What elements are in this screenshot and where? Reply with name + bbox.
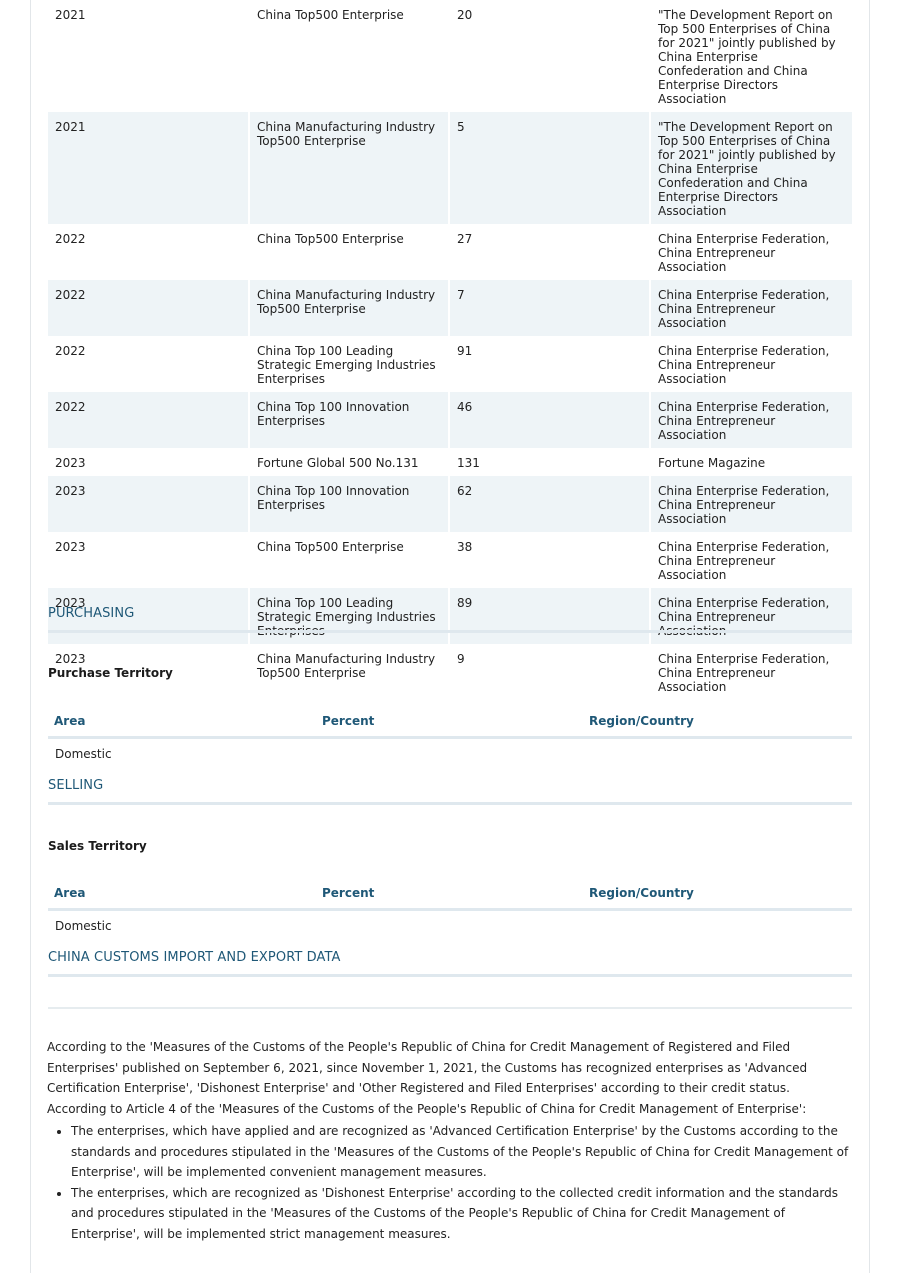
source-cell: Fortune Magazine: [658, 456, 766, 470]
rank-cell: 38: [449, 532, 650, 588]
rank-cell: 7: [449, 280, 650, 336]
customs-notes: [47, 1037, 855, 1244]
table-header: [48, 712, 852, 739]
table-row: [48, 392, 852, 448]
table-row: [48, 280, 852, 336]
year-cell: 2023: [48, 588, 249, 644]
source-cell: "The Development Report on Top 500 Enterprises of China for 2021" jointly published by China Enterprise Confederation and China Enterprise Directors Association: [658, 8, 836, 106]
divider: [48, 1007, 852, 1009]
source-cell: China Enterprise Federation, China Entrepreneur Association: [658, 232, 830, 274]
year-cell: 2021: [48, 112, 249, 224]
year-cell: 2022: [48, 336, 249, 392]
customs-paragraph-1: According to the 'Measures of the Customs of the People's Republic of China for Credit Management of Registered and Filed Enterprises' published on September 6, 2021, since November 1, 2021, the Customs has recognized enterprises as 'Advanced Certification Enterprise', 'Dishonest Enterprise' and 'Other Registered and Filed Enterprises' according to their credit status.: [47, 1040, 808, 1095]
source-cell: China Enterprise Federation, China Entrepreneur Association: [650, 588, 852, 644]
table-row: [48, 224, 852, 280]
award-name-cell: China Top500 Enterprise: [249, 532, 449, 588]
award-name-cell: China Top 100 Leading Strategic Emerging Industries Enterprises: [249, 336, 449, 392]
source-cell: "The Development Report on Top 500 Enterprises of China for 2021" jointly published by China Enterprise Confederation and China Enterprise Directors Association: [650, 112, 852, 224]
purchase-territory-heading: Purchase Territory: [48, 666, 173, 680]
rankings-table-wrap: [48, 0, 852, 700]
award-name-cell: China Top500 Enterprise: [249, 224, 449, 280]
list-item: • The enterprises, which are recognized as 'Dishonest Enterprise' according to the collected credit information and the standards and procedures stipulated in the 'Measures of the Customs of the People's Republic of China for Credit Management of Enterprise', will be implemented strict management measures.: [71, 1183, 855, 1245]
award-name-cell: China Top 100 Innovation Enterprises: [249, 392, 449, 448]
region-column-header: Region/Country: [589, 714, 694, 728]
year-cell: 2023: [48, 476, 249, 532]
table-row: [48, 532, 852, 588]
table-row: [48, 476, 852, 532]
customs-paragraph-2: According to Article 4 of the 'Measures of the Customs of the People's Republic of China for Credit Management of Enterprise':: [47, 1101, 807, 1116]
source-cell: China Enterprise Federation, China Entrepreneur Association: [650, 392, 852, 448]
award-name-cell: China Manufacturing Industry Top500 Enterprise: [249, 112, 449, 224]
rank-cell: 9: [449, 644, 650, 700]
source-cell: China Enterprise Federation, China Entrepreneur Association: [658, 652, 830, 694]
year-cell: 2023: [48, 644, 249, 700]
area-cell: Domestic: [55, 919, 112, 933]
source-cell: China Enterprise Federation, China Entrepreneur Association: [658, 540, 830, 582]
rankings-table: [48, 0, 852, 700]
award-name-cell: China Top 100 Leading Strategic Emerging Industries Enterprises: [249, 588, 449, 644]
customs-bullet-list: [47, 1121, 855, 1244]
award-name-cell: Fortune Global 500 No.131: [249, 448, 449, 476]
award-name-cell: China Manufacturing Industry Top500 Enterprise: [249, 644, 449, 700]
sales-territory-table: [48, 884, 852, 937]
sales-territory-heading: Sales Territory: [48, 839, 147, 853]
purchasing-section-title: PURCHASING: [48, 606, 852, 633]
percent-column-header: Percent: [322, 886, 375, 900]
rank-cell: 91: [449, 336, 650, 392]
rank-cell: 89: [449, 588, 650, 644]
percent-cell: [316, 739, 583, 765]
region-cell: [583, 911, 852, 937]
region-cell: [583, 739, 852, 765]
year-cell: 2023: [48, 448, 249, 476]
year-cell: 2022: [48, 224, 249, 280]
rank-cell: 46: [449, 392, 650, 448]
source-cell: China Enterprise Federation, China Entrepreneur Association: [650, 476, 852, 532]
award-name-cell: China Manufacturing Industry Top500 Enterprise: [249, 280, 449, 336]
table-row: [48, 448, 852, 476]
table-row: [48, 336, 852, 392]
area-column-header: Area: [54, 714, 86, 728]
region-column-header: Region/Country: [589, 886, 694, 900]
table-row: [48, 0, 852, 112]
source-cell: China Enterprise Federation, China Entrepreneur Association: [650, 280, 852, 336]
rank-cell: 20: [449, 0, 650, 112]
year-cell: 2021: [48, 0, 249, 112]
rank-cell: 27: [449, 224, 650, 280]
table-row: [48, 739, 852, 765]
area-cell: Domestic: [55, 747, 112, 761]
purchase-territory-table: [48, 712, 852, 765]
rank-cell: 5: [449, 112, 650, 224]
percent-cell: [316, 911, 583, 937]
year-cell: 2023: [48, 532, 249, 588]
area-column-header: Area: [54, 886, 86, 900]
table-row: [48, 112, 852, 224]
table-row: [48, 911, 852, 937]
table-header: [48, 884, 852, 911]
rank-cell: 62: [449, 476, 650, 532]
year-cell: 2022: [48, 280, 249, 336]
list-item: • The enterprises, which have applied and are recognized as 'Advanced Certification Enterprise' by the Customs according to the standards and procedures stipulated in the 'Measures of the Customs of the People's Republic of China for Credit Management of Enterprise', will be implemented convenient management measures.: [71, 1121, 855, 1183]
customs-section-title: CHINA CUSTOMS IMPORT AND EXPORT DATA: [48, 950, 852, 977]
year-cell: 2022: [48, 392, 249, 448]
award-name-cell: China Top 100 Innovation Enterprises: [249, 476, 449, 532]
percent-column-header: Percent: [322, 714, 375, 728]
rank-cell: 131: [449, 448, 650, 476]
selling-section-title: SELLING: [48, 778, 852, 805]
source-cell: China Enterprise Federation, China Entrepreneur Association: [658, 344, 830, 386]
award-name-cell: China Top500 Enterprise: [249, 0, 449, 112]
